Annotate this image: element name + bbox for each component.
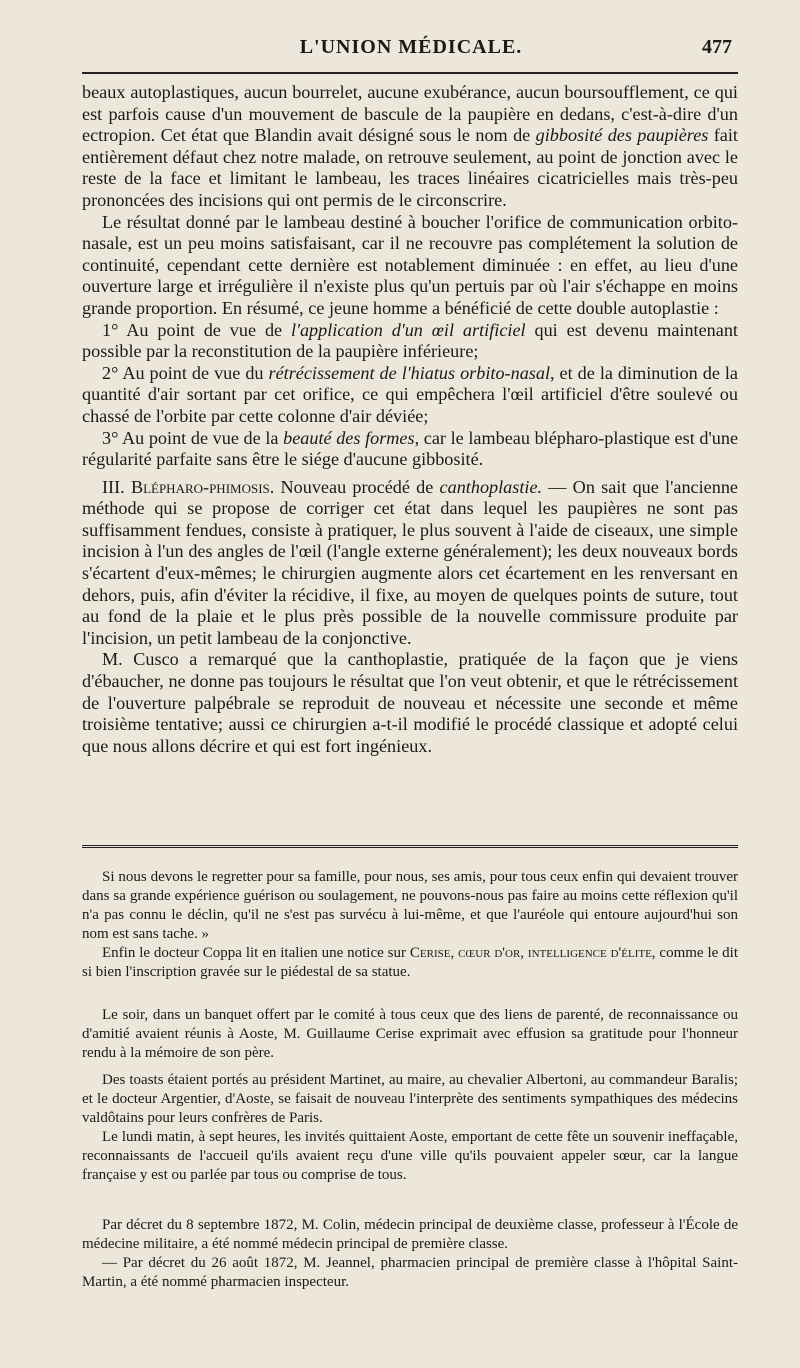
emphasis: l'application d'un œil artificiel [291,319,526,340]
banquet-paragraph: Le soir, dans un banquet offert par le comité à tous ceux que des liens de parenté, de reconnaissance ou d'amitié avaient réunis à Aoste, M. Guillaume Cerise exprimait avec effusion sa gratitude pour l'honneur rendu à la mémoire de son père. [82,1007,738,1061]
main-text [82,82,738,757]
list-item-3: 3° Au point de vue de la beauté des formes, car le lambeau blépharo-plastique est d'une régularité parfaite sans être le siége d'aucune gibbosité. [82,427,739,470]
emphasis: beauté des formes [283,427,415,448]
running-header [82,36,740,66]
departure-paragraph: Le lundi matin, à sept heures, les invités quittaient Aoste, emportant de cette fête un souvenir ineffaçable, reconnaissants de l'accueil qu'ils avaient reçu d'une ville qu'ils pouvaient appeler sœur, car la langue française y est ou parlée par tous ou comprise de tous. [82,1129,738,1183]
emphasis: canthoplastie. [439,476,543,497]
section-blepharo-phimosis: III. Blépharo-phimosis. Nouveau procédé de canthoplastie. — On sait que l'ancienne méthode qui se propose de corriger cet état dans lequel les paupières ne sont pas suffisamment fendues, consiste à pratiquer, le plus souvent à l'aide de ciseaux, une simple incision à l'un des angles de l'œil (l'angle externe généralement); les deux nouveaux bords s'écartent d'eux-mêmes; le chirurgien augmente alors cet écartement en les renversant en dehors, puis, afin d'éviter la récidive, il fixe, au moyen de quelques points de suture, tout au fond de la plaie et le plus près possible de la nouvelle commissure produite par l'incision, un petit lambeau de la conjonctive. [82,476,739,648]
feuilleton-block-2 [82,1006,738,1185]
list-item-1: 1° Au point de vue de l'application d'un œil artificiel qui est devenu maintenant possible par la reconstitution de la paupière inférieure; [82,319,738,362]
decree-jeannel: — Par décret du 26 août 1872, M. Jeannel, pharmacien principal de première classe à l'hôpital Saint-Martin, a été nommé pharmacien inspecteur. [82,1255,738,1290]
header-rule [82,72,738,74]
coppa-paragraph: Enfin le docteur Coppa lit en italien une notice sur Cerise, cœur d'or, intelligence d'élite, comme le dit si bien l'inscription gravée sur le piédestal de sa statue. [82,945,738,980]
paragraph-cusco: M. Cusco a remarqué que la canthoplastie, pratiquée de la façon que je viens d'ébaucher, ne donne pas toujours le résultat que l'on veut obtenir, et que le rétrécissement de l'ouverture palpébrale se reproduit de nouveau et nécessite une seconde et même troisième tentative; aussi ce chirurgien a-t-il modifié le procédé classique et adopté celui que nous allons décrire et qui est fort ingénieux. [82,649,738,756]
toasts-paragraph: Des toasts étaient portés au président Martinet, au maire, au chevalier Albertoni, au commandeur Baralis; et le docteur Argentier, d'Aoste, se faisait de nouveau l'interprète des sentiments sympathiques des médecins valdôtains pour leurs confrères de Paris. [82,1072,738,1126]
page-number: 477 [702,36,732,58]
running-title: L'UNION MÉDICALE. [299,36,523,58]
paragraph-continuation: beaux autoplastiques, aucun bourrelet, aucune exubérance, aucun boursoufflement, ce qui est parfois cause d'un mouvement de bascule de la paupière en dedans, c'est-à-dire d'un ectropion. Cet état que Blandin avait désigné sous le nom de gibbosité des paupières fait entièrement défaut chez notre malade, on retrouve seulement, au point de jonction avec le reste de la face et limitant le lambeau, les traces linéaires cicatricielles mais très-peu prononcées des incisions qui ont permis de le circonscrire. [82,82,738,210]
emphasis: gibbosité des paupières [535,125,709,146]
inscription: Cerise, cœur d'or, intelligence d'élite [409,945,652,961]
section-separator [82,845,738,851]
emphasis: rétrécissement de l'hiatus orbito-nasal [268,362,551,383]
list-item-2: 2° Au point de vue du rétrécissement de l'hiatus orbito-nasal, et de la diminution de la quantité d'air sortant par cet orifice, ce qui empêchera l'œil artificiel d'être soulevé ou chassé de l'orbite par cette colonne d'air déviée; [82,362,739,426]
decree-colin: Par décret du 8 septembre 1872, M. Colin, médecin principal de deuxième classe, professeur à l'École de médecine militaire, a été nommé médecin principal de première classe. [82,1217,738,1252]
section-title: Blépharo-phimosis. [130,476,275,497]
section-number: III. [102,476,125,497]
quote-paragraph: Si nous devons le regretter pour sa famille, pour nous, ses amis, pour tous ceux enfin qui devaient trouver dans sa grande expérience guérison ou soulagement, ne pouvons-nous pas faire au moins cette réflexion qu'il n'a pas connu le déclin, qu'il ne s'est pas survécu à lui-même, et que l'auréole qui entoure aujourd'hui son nom est sans tache. » [82,869,738,942]
paragraph-result: Le résultat donné par le lambeau destiné à boucher l'orifice de communication orbito-nasale, est un peu moins satisfaisant, car il ne recouvre pas complétement la solution de continuité, cependant cette dernière est notablement diminuée : en effet, au lieu d'une ouverture large et irrégulière il n'existe plus qu'un pertuis par où l'air s'échappe en moins grande proportion. En résumé, ce jeune homme a bénéficié de cette double autoplastie : [82,211,738,318]
decrees-block [82,1216,738,1292]
feuilleton-block-1 [82,868,738,982]
